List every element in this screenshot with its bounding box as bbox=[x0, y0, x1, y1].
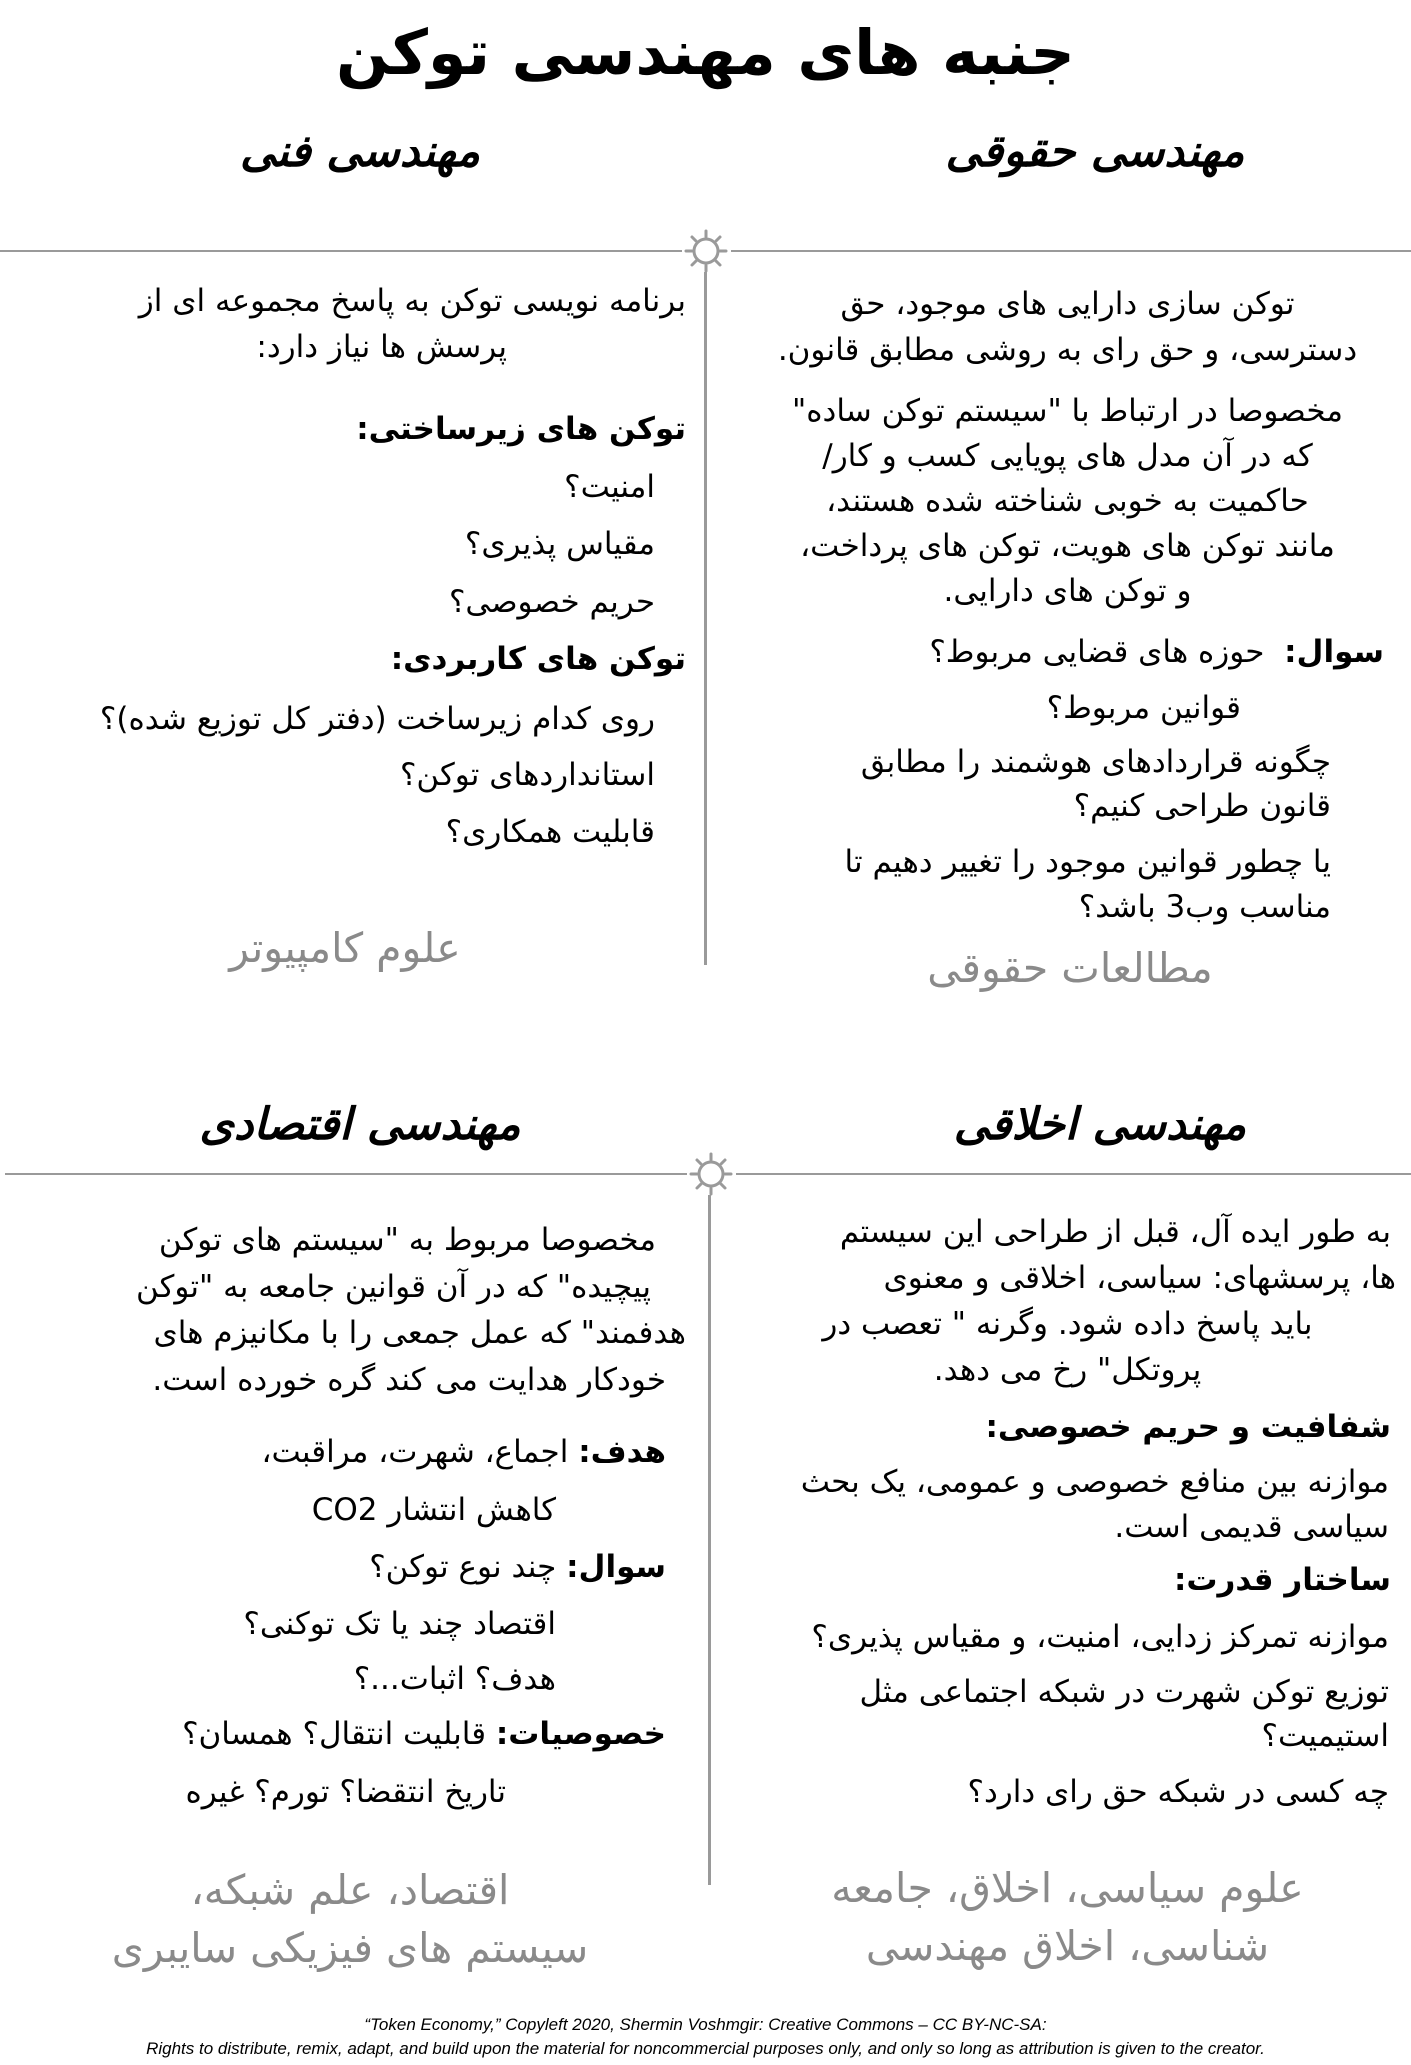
ethical-power-item: موازنه تمرکز زدایی، امنیت، و مقیاس پذیری؟ bbox=[811, 1619, 1389, 1655]
economic-intro-line: مخصوصا مربوط به "سیستم های توکن bbox=[158, 1222, 656, 1258]
ethical-transparency-label: شفافیت و حریم خصوصی: bbox=[985, 1409, 1391, 1445]
divider-bottom-left bbox=[5, 1173, 687, 1175]
economic-goal-line bbox=[261, 1430, 666, 1475]
economic-intro-line: هدفمند" که عمل جمعی را با مکانیزم های bbox=[153, 1315, 686, 1351]
ethical-intro-line: باید پاسخ داده شود. وگرنه " تعصب در bbox=[822, 1306, 1313, 1342]
page-title: جنبه های مهندسی توکن bbox=[336, 16, 1075, 89]
legal-question-label: سوال: bbox=[1284, 634, 1384, 670]
footer-line-2: Rights to distribute, remix, adapt, and build upon the material for noncommercial purposes only, and only so long as attribution is given to the creator. bbox=[146, 2039, 1265, 2058]
legal-para-line: مانند توکن های هویت، توکن های پرداخت، bbox=[800, 528, 1335, 564]
ethical-power-item: توزیع توکن شهرت در شبکه اجتماعی مثل bbox=[859, 1674, 1389, 1710]
economic-props-text: قابلیت انتقال؟ همسان؟ bbox=[182, 1716, 487, 1752]
technical-app-item: استانداردهای توکن؟ bbox=[399, 757, 655, 793]
legal-question-item: یا چطور قوانین موجود را تغییر دهیم تا bbox=[844, 844, 1331, 880]
economic-intro-line: خودکار هدایت می کند گره خورده است. bbox=[152, 1362, 666, 1398]
technical-field: علوم کامپیوتر bbox=[229, 924, 461, 972]
economic-goal-text-2: کاهش انتشار CO2 bbox=[311, 1492, 556, 1528]
legal-question-item: مناسب وب3 باشد؟ bbox=[1078, 889, 1331, 925]
ethical-heading: مهندسی اخلاقی bbox=[953, 1099, 1247, 1150]
technical-app-item: قابلیت همکاری؟ bbox=[445, 814, 655, 850]
economic-field-line: اقتصاد، علم شبکه، bbox=[190, 1866, 510, 1914]
economic-goal-label: هدف: bbox=[578, 1434, 666, 1470]
ethical-power-label: ساختار قدرت: bbox=[1174, 1562, 1391, 1598]
legal-question-line bbox=[929, 630, 1384, 675]
legal-para-line: که در آن مدل های پویایی کسب و کار/ bbox=[822, 438, 1313, 474]
divider-top-right bbox=[731, 250, 1411, 252]
economic-props-text-2: تاریخ انتقضا؟ تورم؟ غیره bbox=[185, 1774, 506, 1810]
legal-para-line: و توکن های دارایی. bbox=[943, 573, 1192, 609]
gear-icon bbox=[684, 229, 728, 273]
ethical-power-item: چه کسی در شبکه حق رای دارد؟ bbox=[967, 1774, 1389, 1810]
legal-heading: مهندسی حقوقی bbox=[945, 126, 1245, 177]
technical-heading: مهندسی فنی bbox=[239, 126, 481, 177]
legal-para-line: مخصوصا در ارتباط با "سیستم توکن ساده" bbox=[792, 393, 1343, 429]
economic-question-line bbox=[369, 1545, 666, 1590]
legal-intro-line-2: دسترسی، و حق رای به روشی مطابق قانون. bbox=[777, 332, 1358, 368]
economic-question-item: هدف؟ اثبات...؟ bbox=[353, 1661, 556, 1697]
economic-field-line: سیستم های فیزیکی سایبری bbox=[111, 1924, 589, 1972]
technical-app-label: توکن های کاربردی: bbox=[390, 641, 686, 677]
footer-credit bbox=[0, 2013, 1411, 2061]
footer-line-1: “Token Economy,” Copyleft 2020, Shermin Voshmgir: Creative Commons – CC BY-NC-SA: bbox=[364, 2015, 1047, 2034]
legal-para-line: حاکمیت به خوبی شناخته شده هستند، bbox=[826, 483, 1309, 519]
ethical-field-line: علوم سیاسی، اخلاق، جامعه bbox=[831, 1864, 1304, 1912]
economic-props-label: خصوصیات: bbox=[495, 1716, 666, 1752]
gear-icon bbox=[689, 1152, 733, 1196]
ethical-field-line: شناسی، اخلاق مهندسی bbox=[865, 1922, 1270, 1970]
ethical-transparency-line: سیاسی قدیمی است. bbox=[1114, 1509, 1389, 1545]
divider-vertical-bottom bbox=[708, 1195, 711, 1885]
economic-props-line bbox=[182, 1712, 666, 1757]
economic-question-text: چند نوع توکن؟ bbox=[369, 1549, 557, 1585]
ethical-intro-line: پروتکل" رخ می دهد. bbox=[933, 1352, 1202, 1388]
legal-question-item: چگونه قراردادهای هوشمند را مطابق bbox=[860, 744, 1331, 780]
divider-vertical-top bbox=[704, 272, 707, 965]
legal-intro-line-1: توکن سازی دارایی های موجود، حق bbox=[840, 286, 1295, 322]
legal-field: مطالعات حقوقی bbox=[927, 944, 1213, 992]
technical-infra-label: توکن های زیرساختی: bbox=[356, 411, 686, 447]
economic-intro-line: پیچیده" که در آن قوانین جامعه به "توکن bbox=[136, 1269, 651, 1305]
technical-app-item: روی کدام زیرساخت (دفتر کل توزیع شده)؟ bbox=[99, 701, 655, 737]
economic-goal-text: اجماع، شهرت، مراقبت، bbox=[261, 1434, 569, 1470]
technical-infra-item: حریم خصوصی؟ bbox=[448, 584, 655, 620]
technical-intro-line-1: برنامه نویسی توکن به پاسخ مجموعه ای از bbox=[138, 283, 686, 319]
legal-question-text: حوزه های قضایی مربوط؟ bbox=[929, 634, 1265, 670]
technical-infra-item: مقیاس پذیری؟ bbox=[464, 526, 655, 562]
ethical-intro-line: به طور ایده آل، قبل از طراحی این سیستم bbox=[839, 1214, 1391, 1250]
ethical-intro-line: ها، پرسشهای: سیاسی، اخلاقی و معنوی bbox=[883, 1260, 1396, 1296]
divider-top-left bbox=[0, 250, 682, 252]
economic-question-item: اقتصاد چند یا تک توکنی؟ bbox=[243, 1606, 556, 1642]
divider-bottom-right bbox=[736, 1173, 1411, 1175]
technical-infra-item: امنیت؟ bbox=[564, 469, 655, 505]
technical-intro-line-2: پرسش ها نیاز دارد: bbox=[256, 329, 507, 365]
legal-question-item: قانون طراحی کنیم؟ bbox=[1073, 788, 1331, 824]
economic-heading: مهندسی اقتصادی bbox=[199, 1099, 521, 1150]
legal-question-item: قوانین مربوط؟ bbox=[1046, 690, 1241, 726]
ethical-transparency-line: موازنه بین منافع خصوصی و عمومی، یک بحث bbox=[800, 1464, 1389, 1500]
ethical-power-item: استیمیت؟ bbox=[1261, 1718, 1389, 1754]
economic-question-label: سوال: bbox=[566, 1549, 666, 1585]
